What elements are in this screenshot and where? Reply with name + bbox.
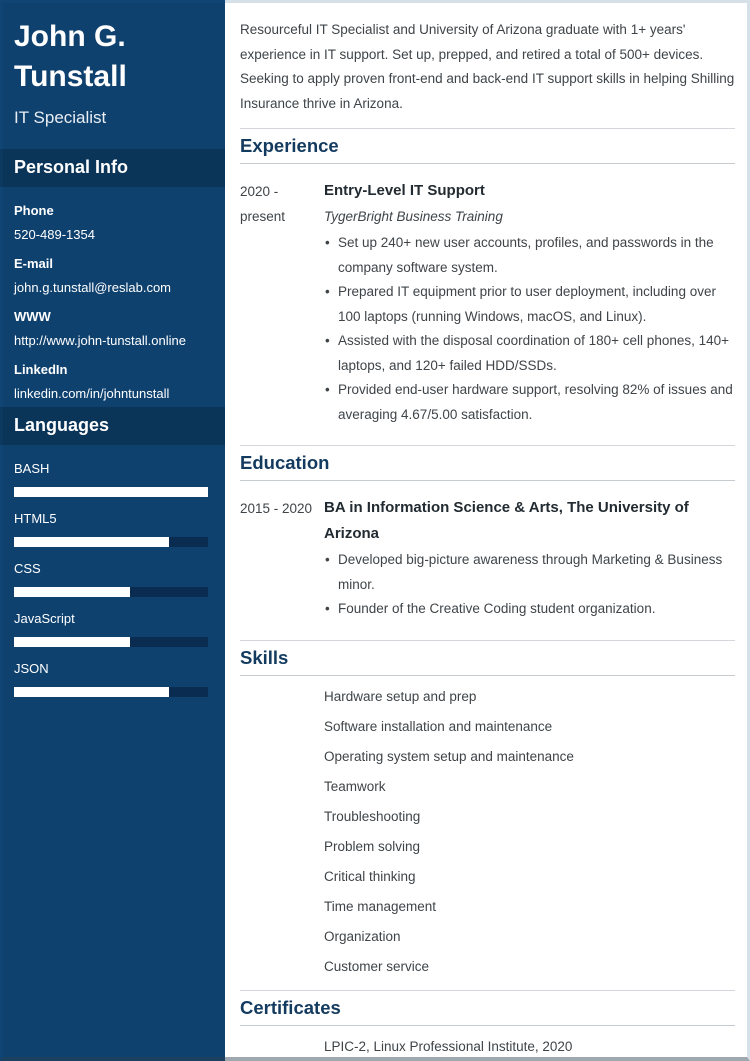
skill-item: Time management — [324, 898, 437, 914]
skill-item: Organization — [324, 928, 401, 944]
candidate-name: John G. Tunstall — [14, 20, 127, 93]
personal-info-heading: Personal Info — [0, 149, 225, 187]
skill-item: Operating system setup and maintenance — [324, 748, 574, 764]
language-item — [0, 461, 225, 497]
professional-summary: Resourceful IT Specialist and University of Arizona graduate with 1+ years' experience in IT support. Set up, prepped, and retired a total of 500+ devices. Seeking to apply proven front-end and back-end IT support skills in helping Shilling Insurance thrive in Arizona. — [240, 22, 735, 111]
contact-item-website — [14, 309, 211, 348]
skills-list — [324, 690, 735, 974]
language-level-fill — [14, 637, 130, 647]
languages-heading: Languages — [0, 407, 225, 445]
language-item — [0, 661, 225, 697]
language-level-bar — [14, 487, 208, 497]
contact-label: LinkedIn — [14, 362, 68, 377]
contact-value-phone: 520-489-1354 — [14, 227, 95, 242]
candidate-job-title: IT Specialist — [14, 108, 107, 127]
personal-info-list — [0, 187, 225, 407]
language-item — [0, 561, 225, 597]
language-level-fill — [14, 537, 169, 547]
experience-bullet: • Provided end-user hardware support, resolving 82% of issues and averaging 4.67/5.00 satisfaction. — [324, 378, 735, 427]
education-bullet: • Developed big-picture awareness through Marketing & Business minor. — [324, 548, 735, 597]
skill-item: Hardware setup and prep — [324, 688, 477, 704]
contact-item-email — [14, 256, 211, 295]
contact-item-linkedin — [14, 362, 211, 401]
language-name: HTML5 — [14, 511, 57, 526]
language-name: CSS — [14, 561, 41, 576]
entry-body — [324, 178, 735, 427]
language-level-bar — [14, 637, 208, 647]
contact-item-phone — [14, 203, 211, 242]
experience-bullet-list — [324, 231, 735, 427]
language-name: JavaScript — [14, 611, 75, 626]
education-entry — [240, 495, 735, 622]
entry-body — [324, 495, 735, 622]
certificates-list — [324, 1040, 735, 1054]
section-heading-education: Education — [240, 445, 735, 481]
entry-date-range: 2020 - present — [240, 184, 286, 224]
contact-label: Phone — [14, 203, 54, 218]
skill-item: Software installation and maintenance — [324, 718, 553, 734]
skill-item: Teamwork — [324, 778, 386, 794]
degree-title-heading: BA in Information Science & Arts, The University of Arizona — [324, 499, 689, 542]
entry-date-range: 2015 - 2020 — [240, 501, 313, 516]
education-bullet-list — [324, 548, 735, 622]
contact-value-website: http://www.john-tunstall.online — [14, 333, 186, 348]
contact-value-email: john.g.tunstall@reslab.com — [14, 280, 171, 295]
experience-entry — [240, 178, 735, 427]
section-heading-experience: Experience — [240, 128, 735, 164]
language-level-fill — [14, 687, 169, 697]
contact-label: WWW — [14, 309, 51, 324]
languages-list — [0, 445, 225, 697]
language-level-bar — [14, 587, 208, 597]
language-item — [0, 611, 225, 647]
experience-bullet: • Assisted with the disposal coordination of 180+ cell phones, 140+ laptops, and 120+ failed HDD/SSDs. — [324, 329, 735, 378]
experience-bullet: • Prepared IT equipment prior to user deployment, including over 100 laptops (running Windows, macOS, and Linux). — [324, 280, 735, 329]
contact-label: E-mail — [14, 256, 54, 271]
skill-item: Critical thinking — [324, 868, 416, 884]
resume-body — [225, 0, 750, 1061]
sidebar — [0, 0, 225, 1061]
language-name: BASH — [14, 461, 50, 476]
skill-item: Troubleshooting — [324, 808, 421, 824]
language-level-bar — [14, 537, 208, 547]
skill-item: Customer service — [324, 958, 430, 974]
certificate-item: LPIC-2, Linux Professional Institute, 2020 — [324, 1038, 573, 1054]
skill-item: Problem solving — [324, 838, 421, 854]
education-bullet: • Founder of the Creative Coding student organization. — [324, 597, 735, 622]
contact-value-linkedin: linkedin.com/in/johntunstall — [14, 386, 170, 401]
section-heading-skills: Skills — [240, 640, 735, 676]
experience-bullet: • Set up 240+ new user accounts, profiles, and passwords in the company software system. — [324, 231, 735, 280]
language-level-fill — [14, 587, 130, 597]
language-level-fill — [14, 487, 208, 497]
language-level-bar — [14, 687, 208, 697]
job-title-heading: Entry-Level IT Support — [324, 182, 485, 199]
language-item — [0, 511, 225, 547]
employer-name: TygerBright Business Training — [324, 209, 503, 224]
language-name: JSON — [14, 661, 49, 676]
section-heading-certificates: Certificates — [240, 990, 735, 1026]
